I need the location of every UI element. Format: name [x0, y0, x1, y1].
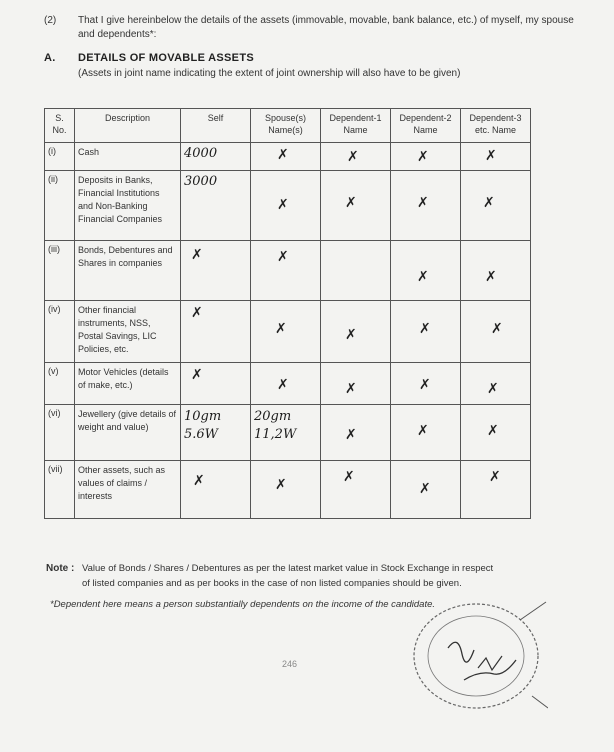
- official-seal: [408, 598, 548, 714]
- row-sno: (vii): [45, 461, 75, 519]
- cross-mark: ✗: [277, 197, 289, 213]
- cross-mark: ✗: [489, 469, 501, 485]
- intro-text: That I give hereinbelow the details of the assets (immovable, movable, bank balance, etc.) of myself, my spouse and dependents*:: [78, 15, 574, 40]
- cross-mark: ✗: [345, 327, 357, 343]
- note-line-3: *Dependent here means a person substantially dependents on the income of the candidate.: [50, 599, 436, 610]
- cross-mark: ✗: [417, 195, 429, 211]
- page-number: 246: [282, 659, 298, 669]
- note-line-1: Value of Bonds / Shares / Debentures as per the latest market value in Stock Exchange in respect: [82, 563, 494, 574]
- note-label: Note :: [46, 563, 75, 574]
- header-dependent-3: Dependent-3 etc. Name: [461, 109, 531, 143]
- cross-mark: ✗: [487, 381, 499, 397]
- cross-mark: ✗: [277, 377, 289, 393]
- cross-mark: ✗: [417, 423, 429, 439]
- row-description: Jewellery (give details of weight and value): [75, 405, 181, 461]
- section-letter: A.: [44, 52, 56, 64]
- row-description: Motor Vehicles (details of make, etc.): [75, 363, 181, 405]
- cross-mark: ✗: [345, 427, 357, 443]
- cross-mark: ✗: [193, 473, 205, 489]
- header-sno: S. No.: [45, 109, 75, 143]
- cross-mark: ✗: [277, 249, 289, 265]
- header-description: Description: [75, 109, 181, 143]
- spouse-value: 20gm 11,2W: [254, 409, 297, 442]
- header-dependent-1: Dependent-1 Name: [321, 109, 391, 143]
- cross-mark: ✗: [343, 469, 355, 485]
- header-spouse: Spouse(s) Name(s): [251, 109, 321, 143]
- cross-mark: ✗: [419, 321, 431, 337]
- note-line-2: of listed companies and as per books in the case of non listed companies should be given.: [82, 578, 462, 589]
- cross-mark: ✗: [485, 148, 497, 164]
- row-sno: (v): [45, 363, 75, 405]
- cross-mark: ✗: [347, 149, 359, 165]
- row-sno: (i): [45, 143, 75, 171]
- row-description: Other financial instruments, NSS, Postal Savings, LIC Policies, etc.: [75, 301, 181, 363]
- cross-mark: ✗: [345, 195, 357, 211]
- cross-mark: ✗: [417, 269, 429, 285]
- row-sno: (vi): [45, 405, 75, 461]
- section-subtitle: (Assets in joint name indicating the extent of joint ownership will also have to be given): [78, 68, 461, 79]
- cross-mark: ✗: [275, 477, 287, 493]
- cross-mark: ✗: [483, 195, 495, 211]
- table-row: [45, 461, 531, 519]
- row-description: Cash: [75, 143, 181, 171]
- movable-assets-table: [44, 108, 531, 519]
- cross-mark: ✗: [191, 367, 203, 383]
- table-row: [45, 143, 531, 171]
- cross-mark: ✗: [345, 381, 357, 397]
- self-value: 10gm 5.6W: [184, 409, 222, 442]
- cross-mark: ✗: [419, 481, 431, 497]
- intro-number: (2): [44, 15, 57, 26]
- cross-mark: ✗: [191, 247, 203, 263]
- cross-mark: ✗: [487, 423, 499, 439]
- header-self: Self: [181, 109, 251, 143]
- header-dependent-2: Dependent-2 Name: [391, 109, 461, 143]
- cross-mark: ✗: [491, 321, 503, 337]
- row-sno: (iv): [45, 301, 75, 363]
- cross-mark: ✗: [419, 377, 431, 393]
- row-description: Bonds, Debentures and Shares in companies: [75, 241, 181, 301]
- self-value: 3000: [184, 174, 218, 189]
- table-row: [45, 363, 531, 405]
- table-row: [45, 301, 531, 363]
- cross-mark: ✗: [485, 269, 497, 285]
- cross-mark: ✗: [277, 147, 289, 163]
- table-row: [45, 405, 531, 461]
- cross-mark: ✗: [275, 321, 287, 337]
- table-row: [45, 241, 531, 301]
- row-description: Other assets, such as values of claims / interests: [75, 461, 181, 519]
- cross-mark: ✗: [191, 305, 203, 321]
- cross-mark: ✗: [417, 149, 429, 165]
- row-description: Deposits in Banks, Financial Institutions and Non-Banking Financial Companies: [75, 171, 181, 241]
- table-row: [45, 171, 531, 241]
- self-value: 4000: [184, 146, 218, 161]
- row-sno: (ii): [45, 171, 75, 241]
- section-title: DETAILS OF MOVABLE ASSETS: [78, 52, 254, 64]
- row-sno: (iii): [45, 241, 75, 301]
